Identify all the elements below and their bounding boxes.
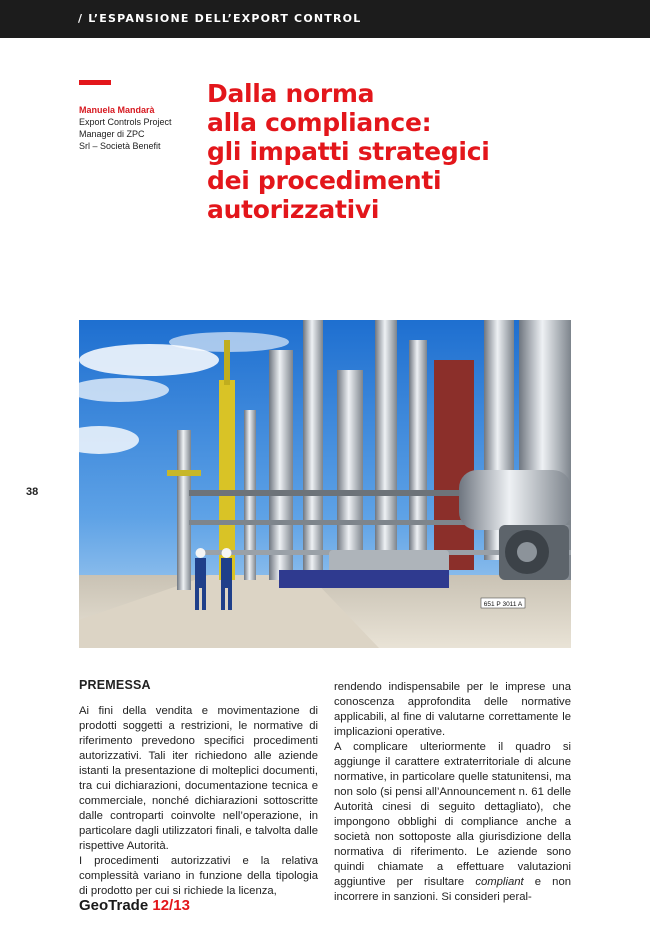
refinery-photo xyxy=(79,320,571,648)
paragraph-text: A complicare ulteriormente il quadro si aggiunge il carattere extraterritoriale di alcune normative, in particolare quelle statunitensi, ma non solo (si pensi all’Announcement n. 61 delle Autorità cinesi di seguito dettagliato), che impongono obblighi di compliance anche a società non sottoposte alla giurisdizione della normativa di riferimento. Le aziende sono quindi chiamate a effettuare valutazioni aggiuntive per risultare xyxy=(334,741,571,888)
emphasized-term: compliant xyxy=(475,876,524,888)
equipment-label: 651 P 3011 A xyxy=(483,601,523,608)
body-column-2 xyxy=(334,680,571,905)
page-number: 38 xyxy=(26,486,39,498)
accent-dash xyxy=(79,80,111,85)
title-line: gli impatti strategici xyxy=(207,137,490,166)
author-role-line: Manager di ZPC xyxy=(79,129,145,139)
paragraph: Ai fini della vendita e movimentazione di prodotti soggetti a restrizioni, le normative di riferimento prevedono specifici procedimenti autorizzativi. Tali iter richiedono alle aziende istanti la presentazione di molteplici documenti, tra cui dichiarazioni, documentazione tecnica e commerciale, nonché dichiarazioni sottoscritte dalle controparti coinvolte nell’operazione, in particolare dagli utilizzatori finali, e talvolta dalle rispettive Autorità. xyxy=(79,705,318,852)
paragraph: I procedimenti autorizzativi e la relativa complessità variano in funzione della tipologia di prodotto per cui si richiede la licenza, xyxy=(79,855,318,897)
magazine-name: GeoTrade xyxy=(79,897,149,914)
section-heading: PREMESSA xyxy=(79,678,151,692)
paragraph: rendendo indispensabile per le imprese una conoscenza approfondita delle normative applicabili, al fine di valutarne correttamente le implicazioni operative. xyxy=(334,681,571,738)
body-column-1 xyxy=(79,704,318,899)
author-block xyxy=(79,104,199,152)
author-name: Manuela Mandarà xyxy=(79,105,155,115)
paragraph-text: e non incorrere in sanzioni. Si consideri peral- xyxy=(334,876,572,903)
author-role-line: Srl – Società Benefit xyxy=(79,141,161,151)
title-line: alla compliance: xyxy=(207,108,432,137)
section-label: / L’ESPANSIONE DELL’EXPORT CONTROL xyxy=(78,12,362,25)
paragraph xyxy=(334,740,571,905)
article-title xyxy=(207,79,537,224)
author-role-line: Export Controls Project xyxy=(79,117,172,127)
title-line: dei procedimenti xyxy=(207,166,442,195)
magazine-logo xyxy=(79,897,190,914)
issue-number: 12/13 xyxy=(152,897,190,914)
title-line: autorizzativi xyxy=(207,195,380,224)
title-line: Dalla norma xyxy=(207,79,375,108)
top-bar xyxy=(0,0,650,38)
